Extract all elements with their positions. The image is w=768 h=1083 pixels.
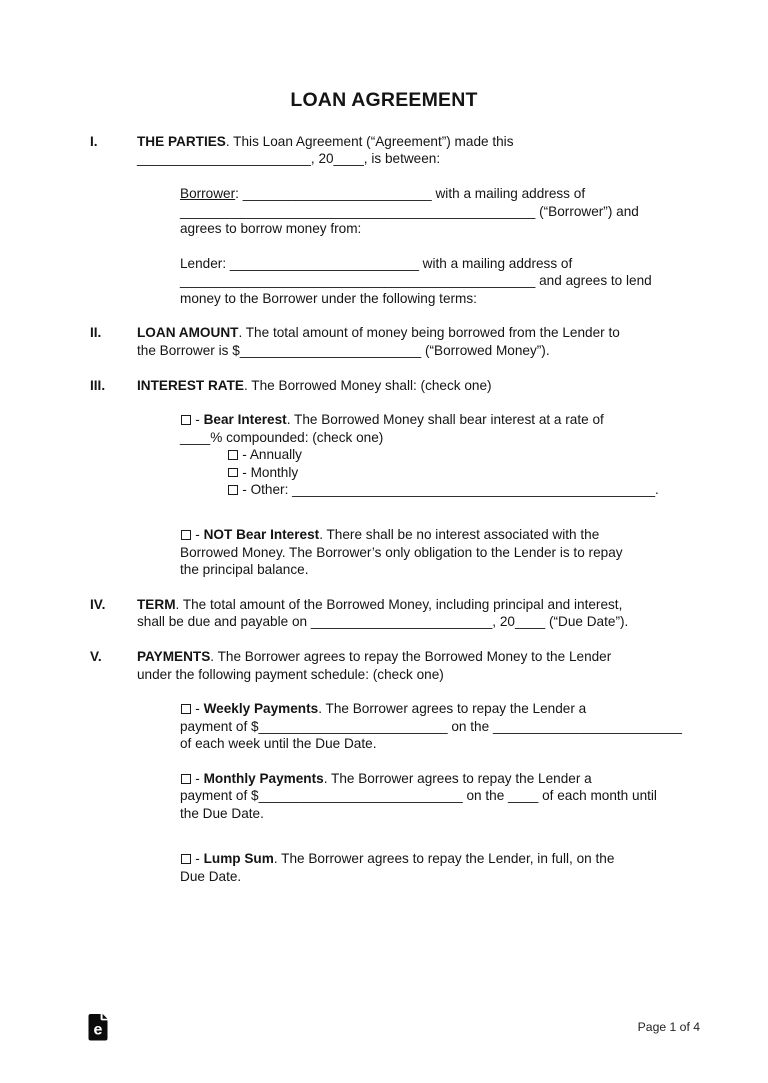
checkbox-weekly-payments[interactable]: [181, 704, 191, 714]
paragraph: [180, 185, 708, 237]
section-numeral: I.: [90, 134, 98, 149]
text-run: payment of $___________________________ on the ____ of each month until: [180, 788, 657, 804]
text-run: Bear Interest: [203, 412, 287, 428]
text-run: the Borrower is $________________________ (“Borrowed Money”).: [137, 342, 550, 358]
text-run: Due Date.: [180, 868, 242, 884]
text-line: [180, 787, 708, 804]
text-line: [180, 220, 708, 237]
checkbox-compounded-other[interactable]: [228, 485, 238, 495]
checkbox-compounded-monthly[interactable]: [228, 468, 238, 478]
text-run: - Annually: [238, 447, 302, 463]
text-line: [180, 526, 708, 543]
text-run: -: [191, 851, 204, 867]
text-run: PAYMENTS: [137, 649, 211, 665]
section-text: [137, 596, 708, 631]
text-run: : _________________________ with a mailing address of: [235, 186, 586, 202]
text-line: [180, 718, 708, 735]
document-page: [0, 89, 768, 1039]
section-v: [90, 648, 708, 885]
paragraph: [137, 377, 708, 394]
text-run: of each week until the Due Date.: [180, 736, 377, 752]
paragraph: [180, 255, 708, 307]
text-run: . The Borrowed Money shall: (check one): [244, 377, 492, 393]
section-text: [137, 324, 708, 359]
text-run: payment of $_________________________ on the _________________________: [180, 718, 682, 734]
text-run: under the following payment schedule: (check one): [137, 666, 444, 682]
text-line: [137, 342, 708, 359]
checkbox-not-bear-interest[interactable]: [181, 530, 191, 540]
text-line: [180, 561, 708, 578]
text-line: [137, 150, 708, 167]
document-body: [90, 133, 708, 885]
text-line: [227, 464, 708, 481]
text-run: Borrowed Money. The Borrower’s only obligation to the Lender is to repay: [180, 544, 623, 560]
text-line: [227, 481, 708, 498]
text-run: - Other: ________________________________________________.: [238, 482, 659, 498]
checkbox-compounded-annually[interactable]: [228, 450, 238, 460]
text-run: . This Loan Agreement (“Agreement”) made this: [225, 134, 514, 149]
section-iv: [90, 596, 708, 631]
section-numeral: II.: [90, 325, 102, 341]
text-line: [137, 596, 708, 613]
text-run: the principal balance.: [180, 562, 309, 578]
text-line: [180, 805, 708, 822]
text-run: THE PARTIES: [137, 134, 226, 149]
text-run: . The Borrower agrees to repay the Lender a: [318, 701, 587, 717]
text-run: . There shall be no interest associated with the: [319, 527, 600, 543]
text-run: - Monthly: [238, 464, 299, 480]
text-run: . The Borrowed Money shall bear interest at a rate of: [286, 412, 604, 428]
text-line: [180, 868, 708, 885]
text-run: TERM: [137, 597, 176, 613]
text-line: [180, 185, 708, 202]
paragraph: [180, 770, 708, 822]
text-run: agrees to borrow money from:: [180, 221, 362, 237]
section-i: [90, 133, 708, 307]
text-line: [180, 203, 708, 220]
text-run: Lender: _________________________ with a mailing address of: [180, 255, 573, 271]
paragraph: [137, 648, 708, 683]
text-run: LOAN AMOUNT: [137, 325, 239, 341]
paragraph: [180, 526, 708, 578]
section-numeral: IV.: [90, 597, 106, 613]
text-run: _______________________________________________ and agrees to lend: [180, 273, 652, 289]
paragraph: [137, 133, 708, 168]
text-line: [180, 770, 708, 787]
text-run: INTEREST RATE: [137, 377, 244, 393]
text-run: shall be due and payable on ________________________, 20____ (“Due Date”).: [137, 614, 629, 630]
section-numeral: V.: [90, 649, 102, 665]
paragraph: [137, 324, 708, 359]
text-run: -: [191, 527, 204, 543]
text-run: the Due Date.: [180, 805, 264, 821]
text-run: . The Borrower agrees to repay the Borrowed Money to the Lender: [210, 649, 612, 665]
paragraph: [180, 411, 708, 446]
section-text: [137, 648, 708, 885]
section-text: [137, 133, 708, 307]
checkbox-bear-interest[interactable]: [181, 415, 191, 425]
section-ii: [90, 324, 708, 359]
text-run: Borrower: [180, 186, 236, 202]
text-line: [180, 255, 708, 272]
text-line: [180, 272, 708, 289]
text-run: . The Borrower agrees to repay the Lender, in full, on the: [273, 851, 615, 867]
text-line: [180, 429, 708, 446]
text-run: . The total amount of the Borrowed Money, including principal and interest,: [175, 597, 623, 613]
paragraph: [137, 596, 708, 631]
section-iii: [90, 377, 708, 579]
section-text: [137, 377, 708, 579]
text-run: Monthly Payments: [203, 771, 324, 787]
text-run: Lump Sum: [203, 851, 274, 867]
text-run: -: [191, 412, 204, 428]
text-line: [180, 544, 708, 561]
text-line: [137, 377, 708, 394]
section-numeral: III.: [90, 377, 106, 393]
text-run: ____% compounded: (check one): [180, 429, 384, 445]
logo-letter: e: [93, 1021, 103, 1039]
checkbox-lump-sum[interactable]: [181, 854, 191, 864]
paragraph: [180, 850, 708, 885]
eforms-logo-icon: [88, 1013, 108, 1041]
text-run: _______________________________________________ (“Borrower”) and: [180, 203, 639, 219]
text-run: Weekly Payments: [203, 701, 319, 717]
text-line: [137, 613, 708, 630]
text-line: [137, 133, 708, 150]
text-line: [137, 648, 708, 665]
text-run: -: [191, 701, 204, 717]
checkbox-monthly-payments[interactable]: [181, 774, 191, 784]
document-title: LOAN AGREEMENT: [290, 89, 478, 111]
text-line: [180, 411, 708, 428]
page-number-label: Page 1 of 4: [637, 1020, 700, 1034]
text-line: [180, 850, 708, 867]
text-run: . The Borrower agrees to repay the Lender a: [323, 771, 592, 787]
paragraph: [180, 700, 708, 752]
text-line: [180, 735, 708, 752]
text-run: -: [191, 771, 204, 787]
text-run: . The total amount of money being borrowed from the Lender to: [238, 325, 620, 341]
text-line: [137, 666, 708, 683]
text-line: [180, 700, 708, 717]
text-run: NOT Bear Interest: [203, 527, 320, 543]
text-line: [137, 324, 708, 341]
text-run: money to the Borrower under the following terms:: [180, 290, 477, 306]
text-line: [227, 446, 708, 463]
text-line: [180, 290, 708, 307]
paragraph: [227, 446, 708, 498]
text-run: _______________________, 20____, is between:: [137, 151, 441, 167]
